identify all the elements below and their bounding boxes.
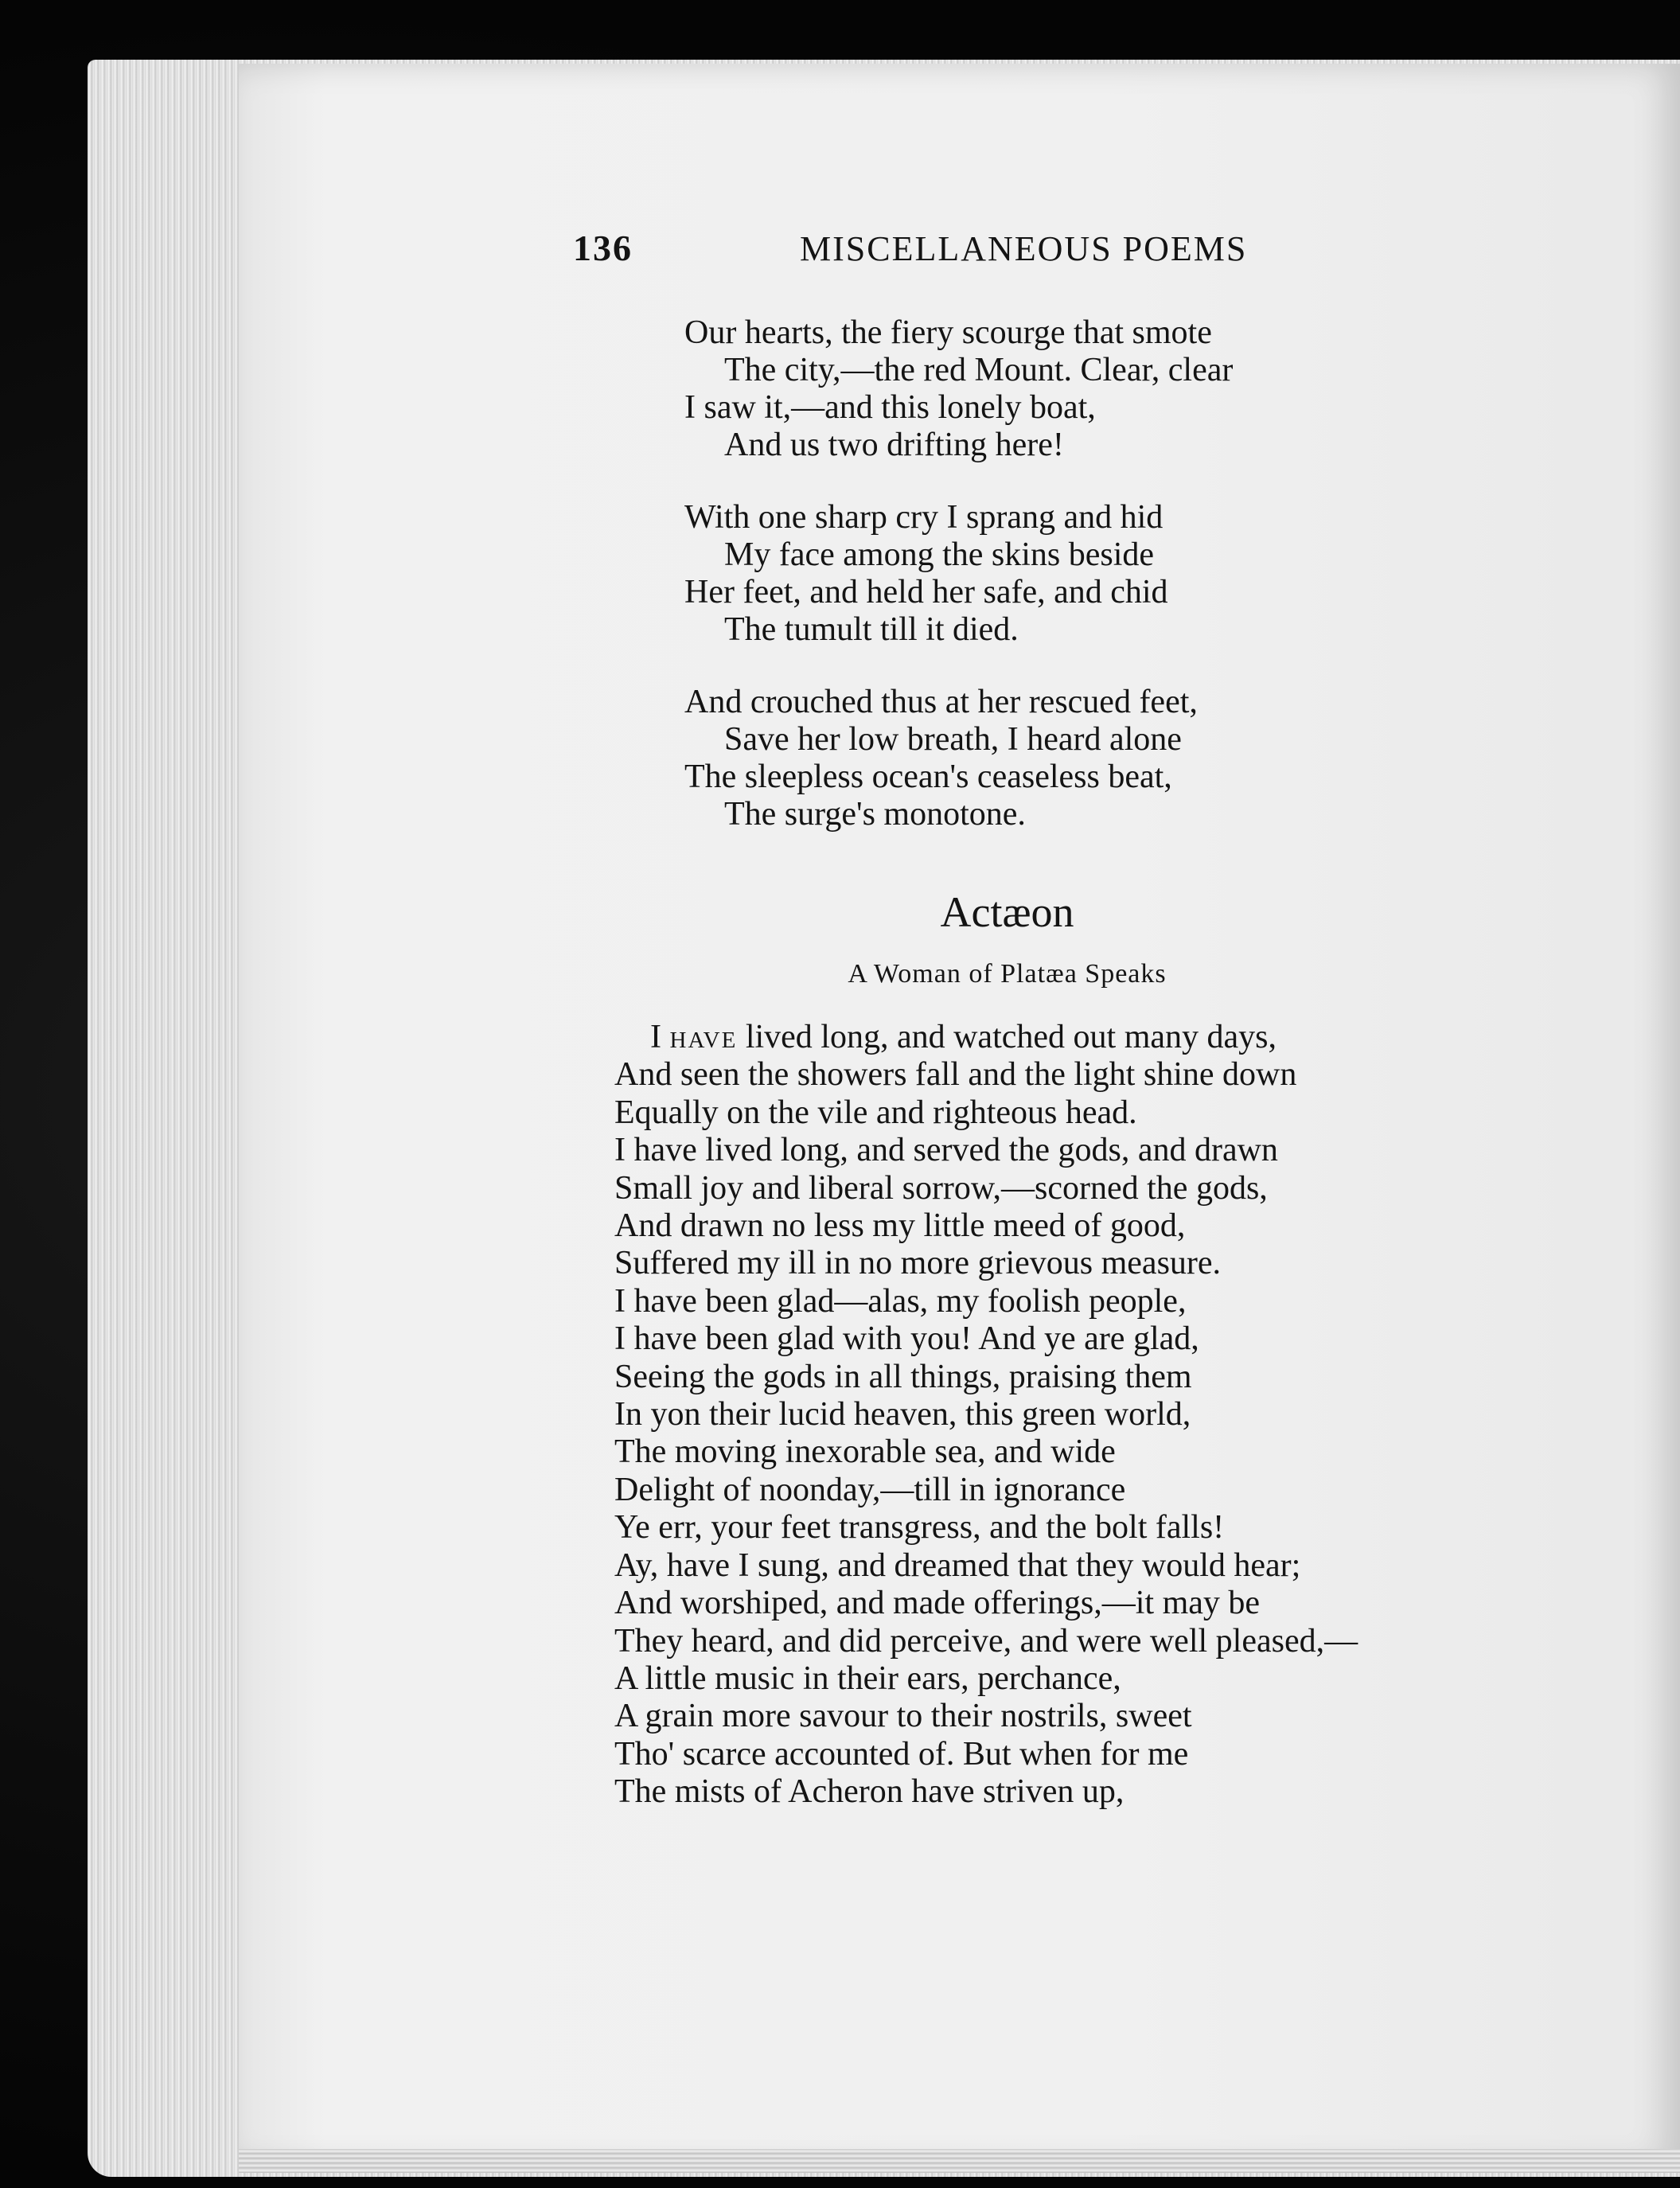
poem-line: A grain more savour to their nostrils, sweet: [614, 1698, 1192, 1735]
poem-subtitle: A Woman of Platæa Speaks: [848, 959, 1167, 989]
poem-line: And drawn no less my little meed of good,: [614, 1207, 1186, 1245]
stanza-line: And us two drifting here!: [724, 427, 1064, 463]
stanza: [684, 314, 1233, 464]
poem-first-line: [614, 1019, 1358, 1056]
poem-line: Small joy and liberal sorrow,—scorned the gods,: [614, 1169, 1268, 1207]
poem-line: Ye err, your feet transgress, and the bolt falls!: [614, 1509, 1225, 1546]
poem-line: Equally on the vile and righteous head.: [614, 1094, 1137, 1131]
stanza-line: My face among the skins beside: [724, 536, 1155, 573]
running-header: [573, 227, 1329, 269]
poem-line: I have lived long, and served the gods, and drawn: [614, 1132, 1278, 1169]
first-line-lead: I: [650, 1019, 670, 1055]
poem-line: A little music in their ears, perchance,: [614, 1660, 1121, 1697]
stanza-line: Her feet, and held her safe, and chid: [684, 574, 1168, 610]
stanza-line: With one sharp cry I sprang and hid: [684, 499, 1164, 536]
stanza-line: The surge's monotone.: [724, 796, 1026, 833]
poem-line: And worshiped, and made offerings,—it may be: [614, 1585, 1261, 1622]
stanza-line: The tumult till it died.: [724, 611, 1019, 648]
running-title: MISCELLANEOUS POEMS: [800, 229, 1248, 268]
poem-body: [614, 1019, 1358, 1812]
poem-line: Suffered my ill in no more grievous measure.: [614, 1245, 1222, 1282]
stanza: [684, 684, 1198, 833]
stanza-line: And crouched thus at her rescued feet,: [684, 684, 1198, 720]
stanza-line: Our hearts, the fiery scourge that smote: [684, 314, 1212, 351]
stanza-line: The city,—the red Mount. Clear, clear: [724, 352, 1234, 388]
page-bottom-edge: [239, 2149, 1680, 2173]
poem-line: The moving inexorable sea, and wide: [614, 1433, 1116, 1471]
poem-line: I have been glad with you! And ye are glad,: [614, 1320, 1199, 1358]
poem-line: In yon their lucid heaven, this green world,: [614, 1396, 1191, 1433]
poem-line: Delight of noonday,—till in ignorance: [614, 1471, 1126, 1508]
poem-line: The mists of Acheron have striven up,: [614, 1773, 1125, 1811]
stanza-line: Save her low breath, I heard alone: [724, 721, 1182, 758]
stanza: [684, 499, 1168, 649]
first-line-smallcaps: have: [669, 1019, 738, 1055]
poem-line: And seen the showers fall and the light shine down: [614, 1056, 1297, 1094]
poem-line: Tho' scarce accounted of. But when for me: [614, 1735, 1189, 1773]
page-number: 136: [573, 228, 633, 268]
poem-title: Actæon: [940, 888, 1074, 936]
poem-line: They heard, and did perceive, and were well pleased,—: [614, 1622, 1358, 1660]
first-line-rest: lived long, and watched out many days,: [737, 1019, 1277, 1055]
poem-line: Seeing the gods in all things, praising them: [614, 1358, 1192, 1395]
stanza-line: The sleepless ocean's ceaseless beat,: [684, 759, 1172, 795]
poem-line: I have been glad—alas, my foolish people,: [614, 1282, 1187, 1320]
stanza-line: I saw it,—and this lonely boat,: [684, 389, 1096, 426]
poem-line: Ay, have I sung, and dreamed that they would hear;: [614, 1546, 1301, 1584]
